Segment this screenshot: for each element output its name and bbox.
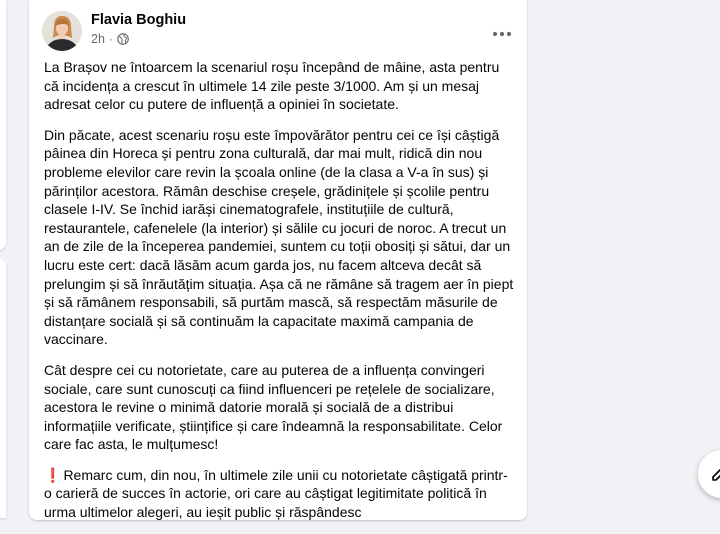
meta-separator: ·: [108, 32, 113, 46]
post-meta: [91, 32, 129, 46]
globe-icon[interactable]: [117, 33, 129, 45]
new-message-button[interactable]: [698, 450, 720, 498]
author-avatar[interactable]: [42, 11, 82, 51]
left-column-card-lower: [0, 258, 6, 518]
post-paragraph-text: Remarc cum, din nou, în ultimele zile unii cu notorietate câștigată printr-o carieră de succes în actorie, ori care au câștigat legitimitate politică în urma ultimelor alegeri, au ieșit public și răspândesc: [44, 466, 508, 521]
post-paragraph: La Brașov ne întoarcem la scenariul roșu începând de mâine, asta pentru că incidența a crescut în ultimele 14 zile peste 3/1000. Am și un mesaj adresat celor cu putere de influență a opiniei în societate.: [44, 59, 500, 113]
author-name[interactable]: Flavia Boghiu: [91, 12, 187, 28]
left-column-card: [0, 0, 6, 250]
new-message-icon: [710, 464, 720, 484]
post-timestamp[interactable]: 2h: [91, 32, 105, 46]
more-horizontal-icon: [492, 31, 512, 37]
post-paragraph-with-emoji: [44, 466, 514, 522]
feed-post: [29, 0, 527, 520]
post-body: [44, 58, 514, 534]
avatar-photo: [42, 11, 82, 51]
post-header: [42, 10, 514, 54]
post-paragraph: Cât despre cei cu notorietate, care au puterea de a influența convingeri sociale, care sunt cunoscuți ca fiind influenceri pe rețelele de socializare, acestora le revine o minimă datorie morală și socială de a distribui informațiile verificate, științifice și care îndeamnă la responsabilitate. Celor care fac asta, le mulțumesc!: [44, 361, 503, 453]
post-more-button[interactable]: [484, 16, 520, 52]
exclamation-icon: ❗: [44, 466, 62, 483]
post-paragraph: Din păcate, acest scenariu roșu este împovărător pentru cei ce își câștigă pâinea din Horeca și pentru zona culturală, dar mai mult, ridică din nou probleme elevilor care revin la școala online (de la clasa a V-a în sus) și părinților acestora. Rămân deschise creșele, grădinițele și școlile pentru clasele I-IV. Se închid iarăși cinematografele, instituțiile de cultură, restaurantele, cafenelele (la interior) și sălile cu jocuri de noroc. A trecut un an de zile de la începerea pandemiei, suntem cu toții obosiți și sătui, dar un lucru este cert: dacă lăsăm acum garda jos, nu facem altceva decât să prelungim și să înrăutățim situația. Așa că ne rămâne să tragem aer în piept și să rămânem responsabili, să purtăm mască, să respectăm măsurile de distanțare socială și să continuăm la capacitate maximă campania de vaccinare.: [44, 126, 514, 348]
